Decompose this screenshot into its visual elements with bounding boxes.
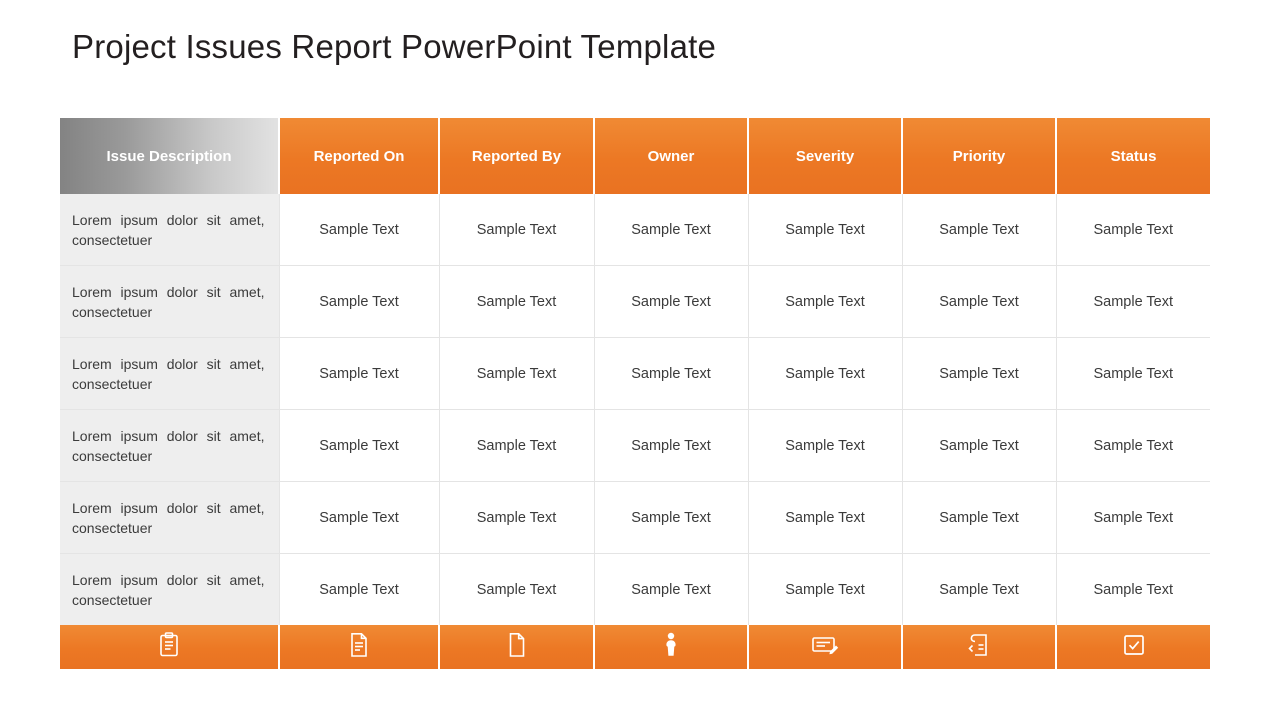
cell-priority: Sample Text <box>902 554 1056 626</box>
table-body <box>60 194 1210 625</box>
column-header-reported-on[interactable]: Reported On <box>279 118 439 194</box>
column-header-priority[interactable]: Priority <box>902 118 1056 194</box>
footer-cell-reported-by <box>439 625 594 669</box>
list-arrow-icon <box>966 632 992 658</box>
cell-reported-on: Sample Text <box>279 338 439 410</box>
table-row <box>60 266 1210 338</box>
cell-severity: Sample Text <box>748 410 902 482</box>
cell-reported-on: Sample Text <box>279 194 439 266</box>
cell-reported-by: Sample Text <box>439 482 594 554</box>
column-header-owner[interactable]: Owner <box>594 118 748 194</box>
document-lines-icon <box>349 632 369 658</box>
cell-severity: Sample Text <box>748 338 902 410</box>
cell-reported-on: Sample Text <box>279 482 439 554</box>
footer-cell-owner <box>594 625 748 669</box>
cell-issue-description <box>60 554 279 626</box>
file-blank-icon <box>507 632 527 658</box>
column-header-status[interactable]: Status <box>1056 118 1210 194</box>
page-title: Project Issues Report PowerPoint Template <box>72 28 717 65</box>
table-header <box>60 118 1210 194</box>
issue-description-text: Lorem ipsum dolor sit amet, consectetuer <box>72 571 265 608</box>
cell-owner: Sample Text <box>594 410 748 482</box>
clipboard-icon <box>158 632 180 658</box>
cell-reported-by: Sample Text <box>439 266 594 338</box>
checkbox-checked-icon <box>1122 633 1146 657</box>
column-header-reported-by[interactable]: Reported By <box>439 118 594 194</box>
cell-status: Sample Text <box>1056 338 1210 410</box>
table-row <box>60 338 1210 410</box>
cell-owner: Sample Text <box>594 266 748 338</box>
cell-severity: Sample Text <box>748 266 902 338</box>
cell-severity: Sample Text <box>748 482 902 554</box>
table-footer-row <box>60 625 1210 669</box>
column-header-severity[interactable]: Severity <box>748 118 902 194</box>
cell-owner: Sample Text <box>594 554 748 626</box>
cell-status: Sample Text <box>1056 194 1210 266</box>
table-row <box>60 410 1210 482</box>
cell-reported-on: Sample Text <box>279 410 439 482</box>
issue-description-text: Lorem ipsum dolor sit amet, consectetuer <box>72 499 265 536</box>
footer-cell-issue-description <box>60 625 279 669</box>
footer-cell-reported-on <box>279 625 439 669</box>
issue-description-text: Lorem ipsum dolor sit amet, consectetuer <box>72 427 265 464</box>
cell-reported-by: Sample Text <box>439 338 594 410</box>
cell-status: Sample Text <box>1056 410 1210 482</box>
column-header-issue-description[interactable]: Issue Description <box>60 118 279 194</box>
cell-status: Sample Text <box>1056 482 1210 554</box>
cell-severity: Sample Text <box>748 554 902 626</box>
cell-severity: Sample Text <box>748 194 902 266</box>
table-row <box>60 482 1210 554</box>
footer-cell-priority <box>902 625 1056 669</box>
footer-cell-severity <box>748 625 902 669</box>
cell-owner: Sample Text <box>594 338 748 410</box>
cell-reported-by: Sample Text <box>439 410 594 482</box>
cell-issue-description <box>60 266 279 338</box>
issue-description-text: Lorem ipsum dolor sit amet, consectetuer <box>72 355 265 392</box>
cell-priority: Sample Text <box>902 338 1056 410</box>
cell-status: Sample Text <box>1056 266 1210 338</box>
form-edit-icon <box>811 633 839 657</box>
cell-reported-by: Sample Text <box>439 554 594 626</box>
cell-reported-on: Sample Text <box>279 266 439 338</box>
cell-owner: Sample Text <box>594 194 748 266</box>
cell-priority: Sample Text <box>902 410 1056 482</box>
cell-owner: Sample Text <box>594 482 748 554</box>
cell-issue-description <box>60 194 279 266</box>
cell-issue-description <box>60 338 279 410</box>
cell-priority: Sample Text <box>902 482 1056 554</box>
cell-priority: Sample Text <box>902 194 1056 266</box>
cell-reported-by: Sample Text <box>439 194 594 266</box>
issue-description-text: Lorem ipsum dolor sit amet, consectetuer <box>72 211 265 248</box>
issue-description-text: Lorem ipsum dolor sit amet, consectetuer <box>72 283 265 320</box>
issues-table-container <box>60 118 1210 669</box>
issues-table <box>60 118 1210 669</box>
cell-issue-description <box>60 482 279 554</box>
cell-priority: Sample Text <box>902 266 1056 338</box>
person-icon <box>662 632 680 658</box>
cell-reported-on: Sample Text <box>279 554 439 626</box>
cell-issue-description <box>60 410 279 482</box>
table-header-row <box>60 118 1210 194</box>
table-row <box>60 194 1210 266</box>
table-row <box>60 554 1210 626</box>
table-footer-icons <box>60 625 1210 669</box>
footer-cell-status <box>1056 625 1210 669</box>
cell-status: Sample Text <box>1056 554 1210 626</box>
